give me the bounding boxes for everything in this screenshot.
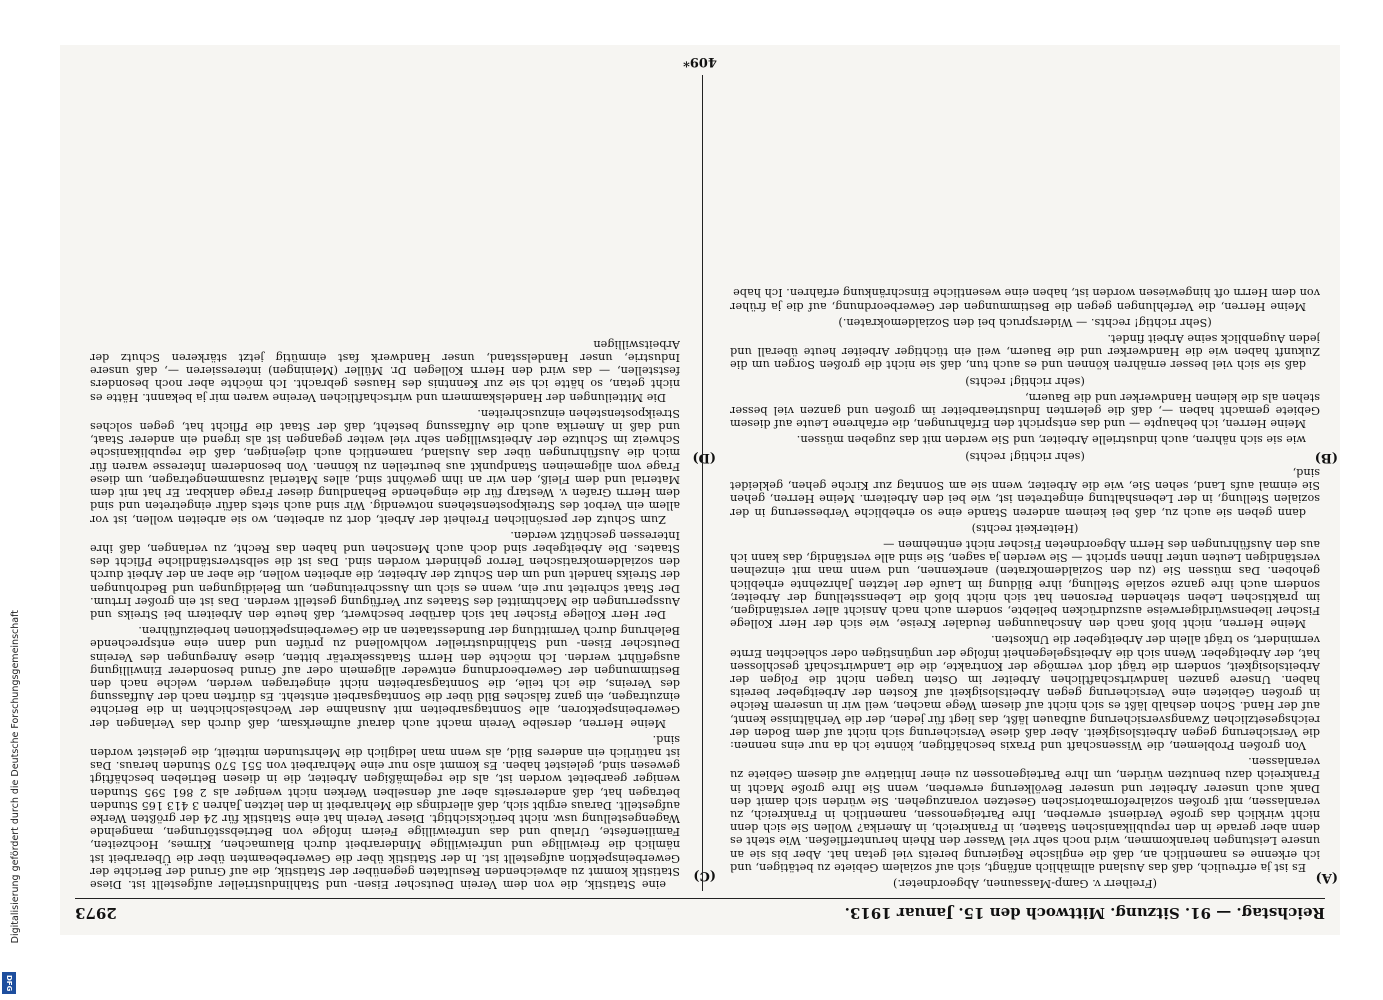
paragraph: Die Mitteilungen der Handelskammern und wirtschaftlichen Vereine waren mir ja bekannt. Hätte es nicht getan, so hätte ich sie zur Kenntnis des Hauses gebracht. Ich möchte aber noch besonders feststellen, — das wird den Herrn Kollegen Dr. Müller (Meiningen) interessieren —, daß unsere Industrie, unser Handelsstand, unser Handwerk fast einmütig jetzt stärkeren Schutz der Arbeitswilligen [90,337,680,404]
paragraph: Meine Herren, nicht bloß nach den Anschauungen feudaler Kreise, wie sich der Herr Kollege Fischer liebenswürdigerweise auszudrücken beliebte, sondern auch nach Ansicht aller verständigen, im praktischen Leben stehenden Personen hat sich nicht bloß die Lebensstellung der Arbeiter, sondern auch ihre ganze soziale Stellung, ihre Bildung im Laufe der letzten Jahrzehnte erheblich gehoben. Das müssen Sie (zu den Sozialdemokraten) anerkennen, und wenn man mit einzelnen verständigen Leuten unter Ihnen spricht — Sie werden ja sagen, Sie sind alle verständig, das kann ich aus den Ausführungen des Herrn Abgeordneten Fischer nicht entnehmen — [730,537,1320,631]
paragraph: Der Herr Kollege Fischer hat sich darüber beschwert, daß heute den Arbeitern bei Streiks und Aussperrungen die Machtmittel des Staates zur Verfügung gestellt werden. Das ist ein großer Irrtum. Der Staat schreitet nur ein, wenn es sich um Ausschreitungen, um Beleidigungen und Bedrohungen der Streiks handelt und um den Schutz der Arbeiter, die arbeiten wollen, die aber an der Arbeit durch den sozialdemokratischen Terror gehindert worden sind. Das ist die selbstverständliche Pflicht des Staates. Die Arbeitgeber sind doch auch Menschen und haben das Recht, zu verlangen, daß ihre Interessen geschützt werden. [90,528,680,621]
paragraph: daß sie sich viel besser ernähren können und es auch tun, daß sie nicht die großen Sorgen um die Zukunft haben wie die Handwerker und die Bauern, weil ein tüchtiger Arbeiter heute überall und jeden Augenblick seine Arbeit findet. [730,332,1320,372]
rotated-page [60,45,1340,935]
left-column [730,73,1320,891]
paragraph: Meine Herren, derselbe Verein macht auch darauf aufmerksam, daß durch das Verlangen der Gewerbeinspektoren, alle Sonntagsarbeiten mit Ausnahme der Wechselschichten in die Berichte einzutragen, ein ganz falsches Bild über die Sonntagsarbeit entsteht. Es dürften nach der Auffassung des Vereins, die ich teile, die Sonntagsarbeiten nicht eingetragen werden, welche nach den Bestimmungen der Gewerbeordnung entweder allgemein oder auf Grund besonderer Einwilligung ausgeführt werden. Ich möchte den Herrn Staatssekretär bitten, diese Anregungen des Vereins Deutscher Eisen- und Stahlindustrieller wohlwollend zu prüfen und dann eine entsprechende Belehrung durch Vermittlung der Bundesstaaten an die Gewerbeinspektionen herbeizuführen. [90,624,680,730]
margin-marker-d: (D) [692,450,716,465]
page-number: 2973 [75,904,117,922]
page-header [75,898,1325,927]
margin-marker-a: (A) [1315,870,1338,885]
page-title: Reichstag. — 91. Sitzung. Mittwoch den 15. Januar 1913. [844,904,1325,922]
dfg-logo-icon: DFG [2,972,16,994]
margin-marker-c: (C) [693,868,716,883]
dfg-credit-text: Digitalisierung gefördert durch die Deutsche Forschungsgemeinschaft [10,610,21,944]
scanned-page [60,45,1340,935]
paragraph: wie sie sich nähren, auch industrielle Arbeiter, und Sie werden mit das zugeben müssen. [796,433,1306,447]
paragraph: Meine Herren, die Verfehlungen gegen die Bestimmungen der Gewerbeordnung, auf die ja früher von dem Herrn oft hingewiesen worden ist, haben eine wesentliche Einschränkung erfahren. Ich habe [730,286,1320,313]
paragraph: (Heiterkeit rechts) [971,521,1079,535]
paragraph: Es ist ja erfreulich, daß das Ausland allmählich anfängt, sich auf sozialem Gebiete zu betätigen, und ich erkenne es namentlich an, daß die englische Regierung bereits viel getan hat. Aber bis sie an unsere Leistungen herankommen, wird noch sehr viel Wasser den Rhein herunterfließen. Wie steht es denn aber gerade in den republikanischen Staaten, in Frankreich, in Amerika? Wollen Sie sich denn nicht wirklich das große Verdienst erwerben, Ihre Parteigenossen, namentlich in Frankreich, zu veranlassen, mit großen sozialreformatorischen Gesetzen voranzugehen. Sie würden sich damit den Dank auch unserer Arbeiter und unserer Bevölkerung erwerben, wenn Sie Ihre große Macht in Frankreich dazu benutzen würden, um Ihre Parteigenossen zu einer Initiative auf diesem Gebiete zu veranlassen. [730,755,1320,874]
paragraph: (sehr richtig! rechts) [965,374,1085,388]
paragraph: Meine Herren, ich behaupte — und das entspricht den Erfahrungen, die erfahrene Leute auf diesem Gebiete gemacht haben —, daß die gelernten Industriearbeiter im großen und ganzen viel besser stehen als die kleinen Handwerker und die Bauern, [730,390,1320,431]
paragraph: Zum Schutz der persönlichen Freiheit der Arbeit, dort zu arbeiten, wo sie arbeiten wollen, ist vor allem ein Verbot des Streikpostenstehens notwendig. Wir sind auch stets dafür eingetreten und sind dem Herrn Grafen v. Westarp für die eingehende Behandlung dieser Frage dankbar. Er hat mit dem Material und dem Fleiß, den wir an ihm gewöhnt sind, alles Material zusammengetragen, um diese Frage vom allgemeinen Standpunkt aus beurteilen zu können. Von besonderem Interesse waren für mich die Ausführungen über das Ausland, namentlich auch diejenigen, daß die republikanische Schweiz im Schutze der Arbeitswilligen sehr viel weiter gegangen ist als irgend ein anderer Staat, und daß in Amerika auch die Auffassung besteht, daß der Staat die Pflicht hat, gegen solches Streikpostenstehen einzuschreiten. [90,406,680,526]
page-footer: 409* [683,54,717,69]
paragraph: (Freiherr v. Gamp-Massaunen, Abgeordneter.) [892,877,1158,890]
paragraph: (Sehr richtig! rechts. — Widerspruch bei den Sozialdemokraten.) [838,315,1212,329]
paragraph: Von großen Problemen, die Wissenschaft und Praxis beschäftigen, könnte ich da nur eins nennen: die Versicherung gegen Arbeitslosigkeit. Aber daß diese Versicherung sich nicht auf dem Boden der reichsgesetzlichen Zwangsversicherung aufbauen läßt, das liegt für jeden, der die Verhältnisse kennt, auf der Hand. Schon deshalb läßt es sich nicht auf diesem Wege machen, weil wir in unserem Reiche in großen Gebieten eine Versicherung gegen Arbeitslosigkeit auf Kosten der Arbeitgeber bereits haben. Unsere ganzen landwirtschaftlichen Arbeiter im Osten tragen nicht die Folgen der Arbeitslosigkeit, sondern die trägt dort vermöge der Kontrakte, die die Landwirtschaft geschlossen hat, der Arbeitgeber. Wenn sich die Arbeitsgelegenheit infolge der ungünstigen oder schlechten Ernte vermindert, so trägt allein der Arbeitgeber die Unkosten. [730,633,1320,752]
paragraph: dann geben sie auch zu, daß bei keinem anderen Stande eine so erhebliche Verbesserung in der sozialen Stellung, in der Lebenshaltung eingetreten ist, wie bei den Arbeitern. Meine Herren, gehen Sie einmal aufs Land, sehen Sie, wie die Arbeiter, wenn sie am Sonntag zur Kirche gehen, gekleidet sind, [730,465,1320,519]
sidebar-credit [2,610,21,970]
paragraph: (sehr richtig! rechts) [965,449,1085,463]
column-divider [702,75,703,891]
paragraph: eine Statistik, die von dem Verein Deutscher Eisen- und Stahlindustrieller aufgestellt ist. Diese Statistik kommt zu abweichenden Resultaten gegenüber der Statistik, die auf Grund der Berichte der Gewerbeinspektion aufgestellt ist. In der Statistik über die Gewerbebeamten über die Überarbeit ist nämlich die freiwillige und unfreiwillige Minderarbeit durch Blaumachen, Kirmes, Hochzeiten, Familienfeste, Urlaub und das unfreiwillige Feiern infolge von Betriebsstörungen, mangelnde Wagengestellung usw. nicht berücksichtigt. Dieser Verein hat eine Statistik für 24 der größten Werke aufgestellt. Daraus ergibt sich, daß allerdings die Mehrarbeit in den letzten Jahren 3 413 165 Stunden betragen hat, daß andererseits aber auf denselben Werken nicht weniger als 2 861 595 Stunden weniger gearbeitet worden ist, als die regelmäßigen Arbeiter, die in diesen Betrieben beschäftigt gewesen sind, geleistet haben. Es kommt also nur eine Mehrarbeit von 551 570 Stunden heraus. Das ist natürlich ein anderes Bild, als wenn man lediglich die Mehrstunden mitteilt, die geleistet worden sind. [90,732,680,891]
right-column [90,73,680,891]
margin-marker-b: (B) [1314,450,1338,465]
